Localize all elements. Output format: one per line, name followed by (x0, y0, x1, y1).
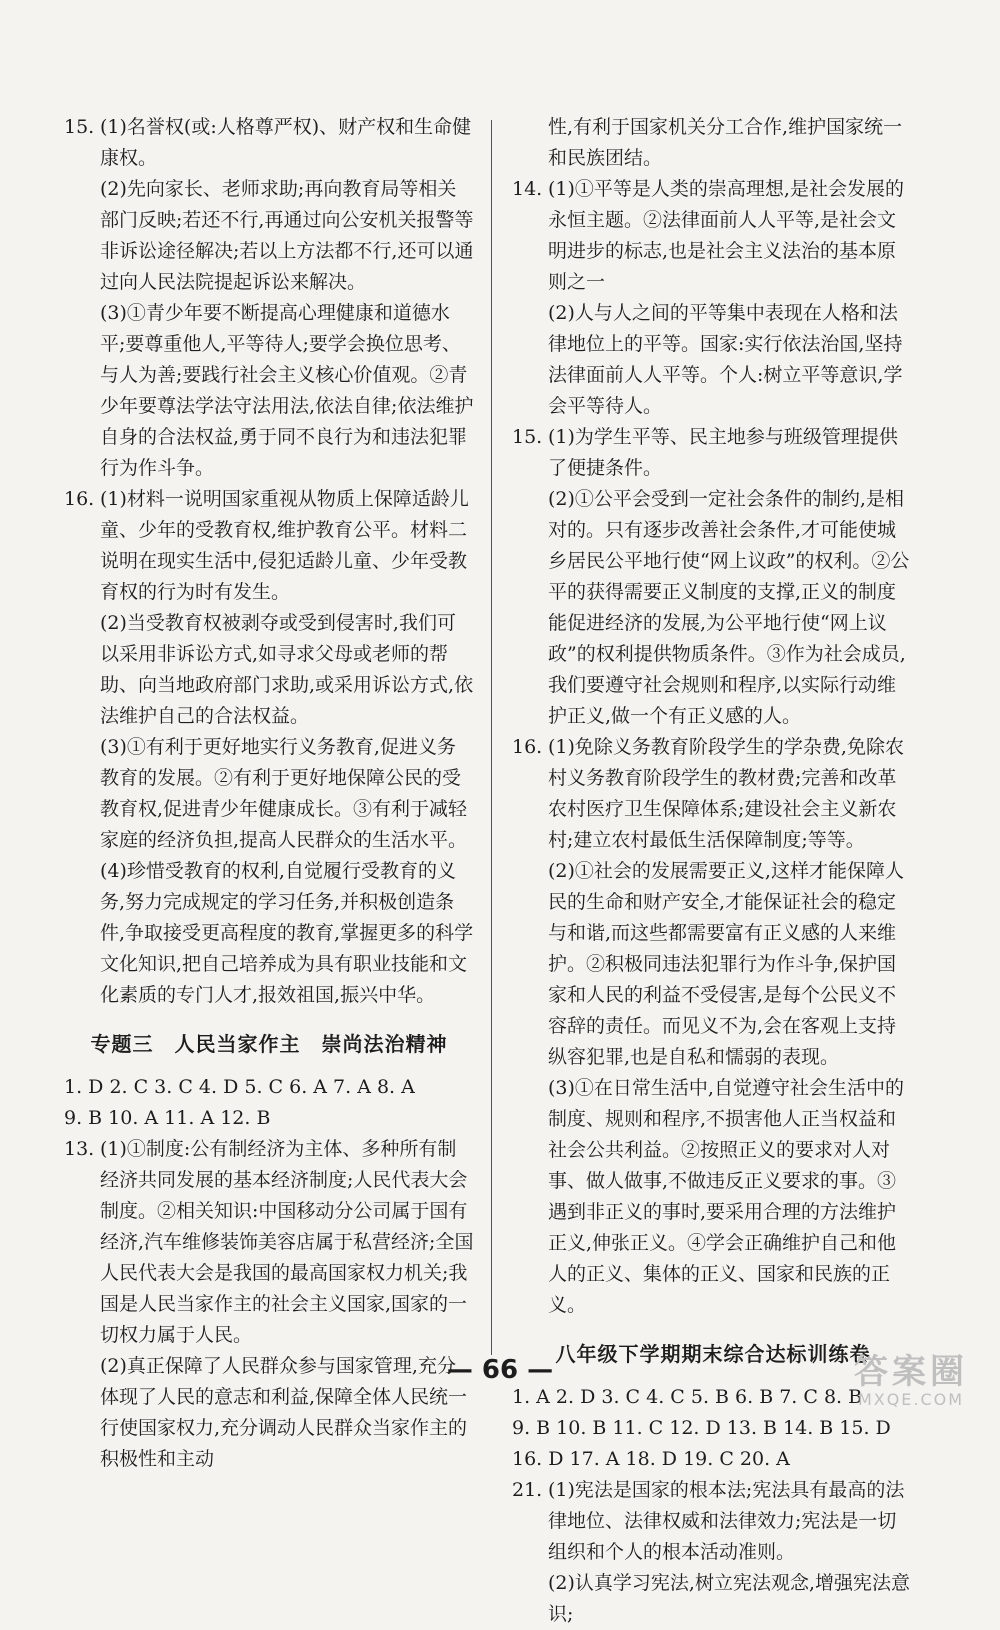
answer-line: 1. A 2. D 3. C 4. C 5. B 6. B 7. C 8. B (512, 1386, 863, 1408)
choice-answers (64, 1072, 474, 1134)
question-number: 13. (64, 1138, 95, 1160)
final-exam-title: 八年级下学期期末综合达标训练卷 (555, 1342, 871, 1366)
question-number: 21. (512, 1479, 543, 1501)
answer-part-2: (2)当受教育权被剥夺或受到侵害时,我们可以采用非诉讼方式,如寻求父母或老师的帮助、向当地政府部门求助,或采用诉讼方式,依法维护自己的合法权益。 (100, 612, 474, 727)
answer-part-1: (1)免除义务教育阶段学生的学杂费,免除农村义务教育阶段学生的教材费;完善和改革农村医疗卫生保障体系;建设社会主义新农村;建立农村最低生活保障制度;等等。 (548, 736, 904, 851)
answer-line: 9. B 10. A 11. A 12. B (64, 1107, 271, 1129)
question-number: 15. (512, 426, 543, 448)
left-column (64, 112, 474, 1475)
answer-part-1: (1)名誉权(或:人格尊严权)、财产权和生命健康权。 (100, 116, 472, 169)
question-14 (512, 174, 914, 422)
answer-part-1: (1)宪法是国家的根本法;宪法具有最高的法律地位、法律权威和法律效力;宪法是一切组织和个人的根本活动准则。 (548, 1479, 905, 1563)
watermark-url: MXQE.COM (857, 1390, 965, 1409)
answer-part-2: (2)认真学习宪法,树立宪法观念,增强宪法意识; (548, 1572, 910, 1625)
answer-part-4: (4)珍惜受教育的权利,自觉履行受教育的义务,努力完成规定的学习任务,并积极创造条件,争取接受更高程度的教育,掌握更多的科学文化知识,把自己培养成为具有职业技能和文化素质的专门人才,报效祖国,振兴中华。 (100, 860, 474, 1006)
question-13-continuation: 性,有利于国家机关分工合作,维护国家统一和民族团结。 (548, 116, 903, 169)
question-16 (512, 732, 914, 1321)
answer-line: 9. B 10. B 11. C 12. D 13. B 14. B 15. D (512, 1417, 891, 1439)
answer-part-1: (1)材料一说明国家重视从物质上保障适龄儿童、少年的受教育权,维护教育公平。材料二说明在现实生活中,侵犯适龄儿童、少年受教育权的行为时有发生。 (100, 488, 469, 603)
answer-line: 16. D 17. A 18. D 19. C 20. A (512, 1448, 790, 1470)
answer-part-3: (3)①在日常生活中,自觉遵守社会生活中的制度、规则和程序,不损害他人正当权益和社会公共利益。②按照正义的要求对人对事、做人做事,不做违反正义要求的事。③遇到非正义的事时,要采用合理的方法维护正义,伸张正义。④学会正确维护自己和他人的正义、集体的正义、国家和民族的正义。 (548, 1077, 904, 1316)
answer-part-3: (3)①有利于更好地实行义务教育,促进义务教育的发展。②有利于更好地保障公民的受教育权,促进青少年健康成长。③有利于减轻家庭的经济负担,提高人民群众的生活水平。 (100, 736, 468, 851)
question-13 (64, 1134, 474, 1475)
question-16 (64, 484, 474, 1011)
answer-part-2: (2)先向家长、老师求助;再向教育局等相关部门反映;若还不行,再通过向公安机关报警等非诉讼途径解决;若以上方法都不行,还可以通过向人民法院提起诉讼来解决。 (100, 178, 474, 293)
question-number: 16. (64, 488, 95, 510)
question-number: 14. (512, 178, 543, 200)
watermark-logo (836, 1353, 986, 1411)
answer-part-1: (1)为学生平等、民主地参与班级管理提供了便捷条件。 (548, 426, 898, 479)
answer-line: 1. D 2. C 3. C 4. D 5. C 6. A 7. A 8. A (64, 1076, 415, 1098)
question-21 (512, 1475, 914, 1630)
answer-part-1: (1)①制度:公有制经济为主体、多种所有制经济共同发展的基本经济制度;人民代表大会制度。②相关知识:中国移动分公司属于国有经济,汽车维修装饰美容店属于私营经济;全国人民代表大会是我国的最高国家权力机关;我国是人民当家作主的社会主义国家,国家的一切权力属于人民。 (100, 1138, 474, 1346)
column-divider (491, 120, 492, 1355)
question-number: 16. (512, 736, 543, 758)
section-title: 专题三 人民当家作主 崇尚法治精神 (90, 1032, 448, 1056)
question-number: 15. (64, 116, 95, 138)
answer-part-3: (3)①青少年要不断提高心理健康和道德水平;要尊重他人,平等待人;要学会换位思考、与人为善;要践行社会主义核心价值观。②青少年要尊法学法守法用法,依法自律;依法维护自身的合法权益,勇于同不良行为和违法犯罪行为作斗争。 (100, 302, 474, 479)
answer-part-2: (2)①社会的发展需要正义,这样才能保障人民的生命和财产安全,才能保证社会的稳定与和谐,而这些都需要富有正义感的人来维护。②积极同违法犯罪行为作斗争,保护国家和人民的利益不受侵害,是每个公民义不容辞的责任。而见义不为,会在客观上支持纵容犯罪,也是自私和懦弱的表现。 (548, 860, 904, 1068)
page-number: — 66 — (446, 1355, 554, 1385)
answer-part-2: (2)①公平会受到一定社会条件的制约,是相对的。只有逐步改善社会条件,才可能使城乡居民公平地行使“网上议政”的权利。②公平的获得需要正义制度的支撑,正义的制度能促进经济的发展,为公平地行使“网上议政”的权利提供物质条件。③作为社会成员,我们要遵守社会规则和程序,以实际行动维护正义,做一个有正义感的人。 (548, 488, 910, 727)
watermark-text: 答案圈 (854, 1352, 968, 1392)
answer-part-1: (1)①平等是人类的崇高理想,是社会发展的永恒主题。②法律面前人人平等,是社会文明进步的标志,也是社会主义法治的基本原则之一 (548, 178, 904, 293)
answer-part-2: (2)人与人之间的平等集中表现在人格和法律地位上的平等。国家:实行依法治国,坚持法律面前人人平等。个人:树立平等意识,学会平等待人。 (548, 302, 903, 417)
question-15 (64, 112, 474, 484)
question-15 (512, 422, 914, 732)
answer-part-2: (2)真正保障了人民群众参与国家管理,充分体现了人民的意志和利益,保障全体人民统一行使国家权力,充分调动人民群众当家作主的积极性和主动 (100, 1355, 468, 1470)
